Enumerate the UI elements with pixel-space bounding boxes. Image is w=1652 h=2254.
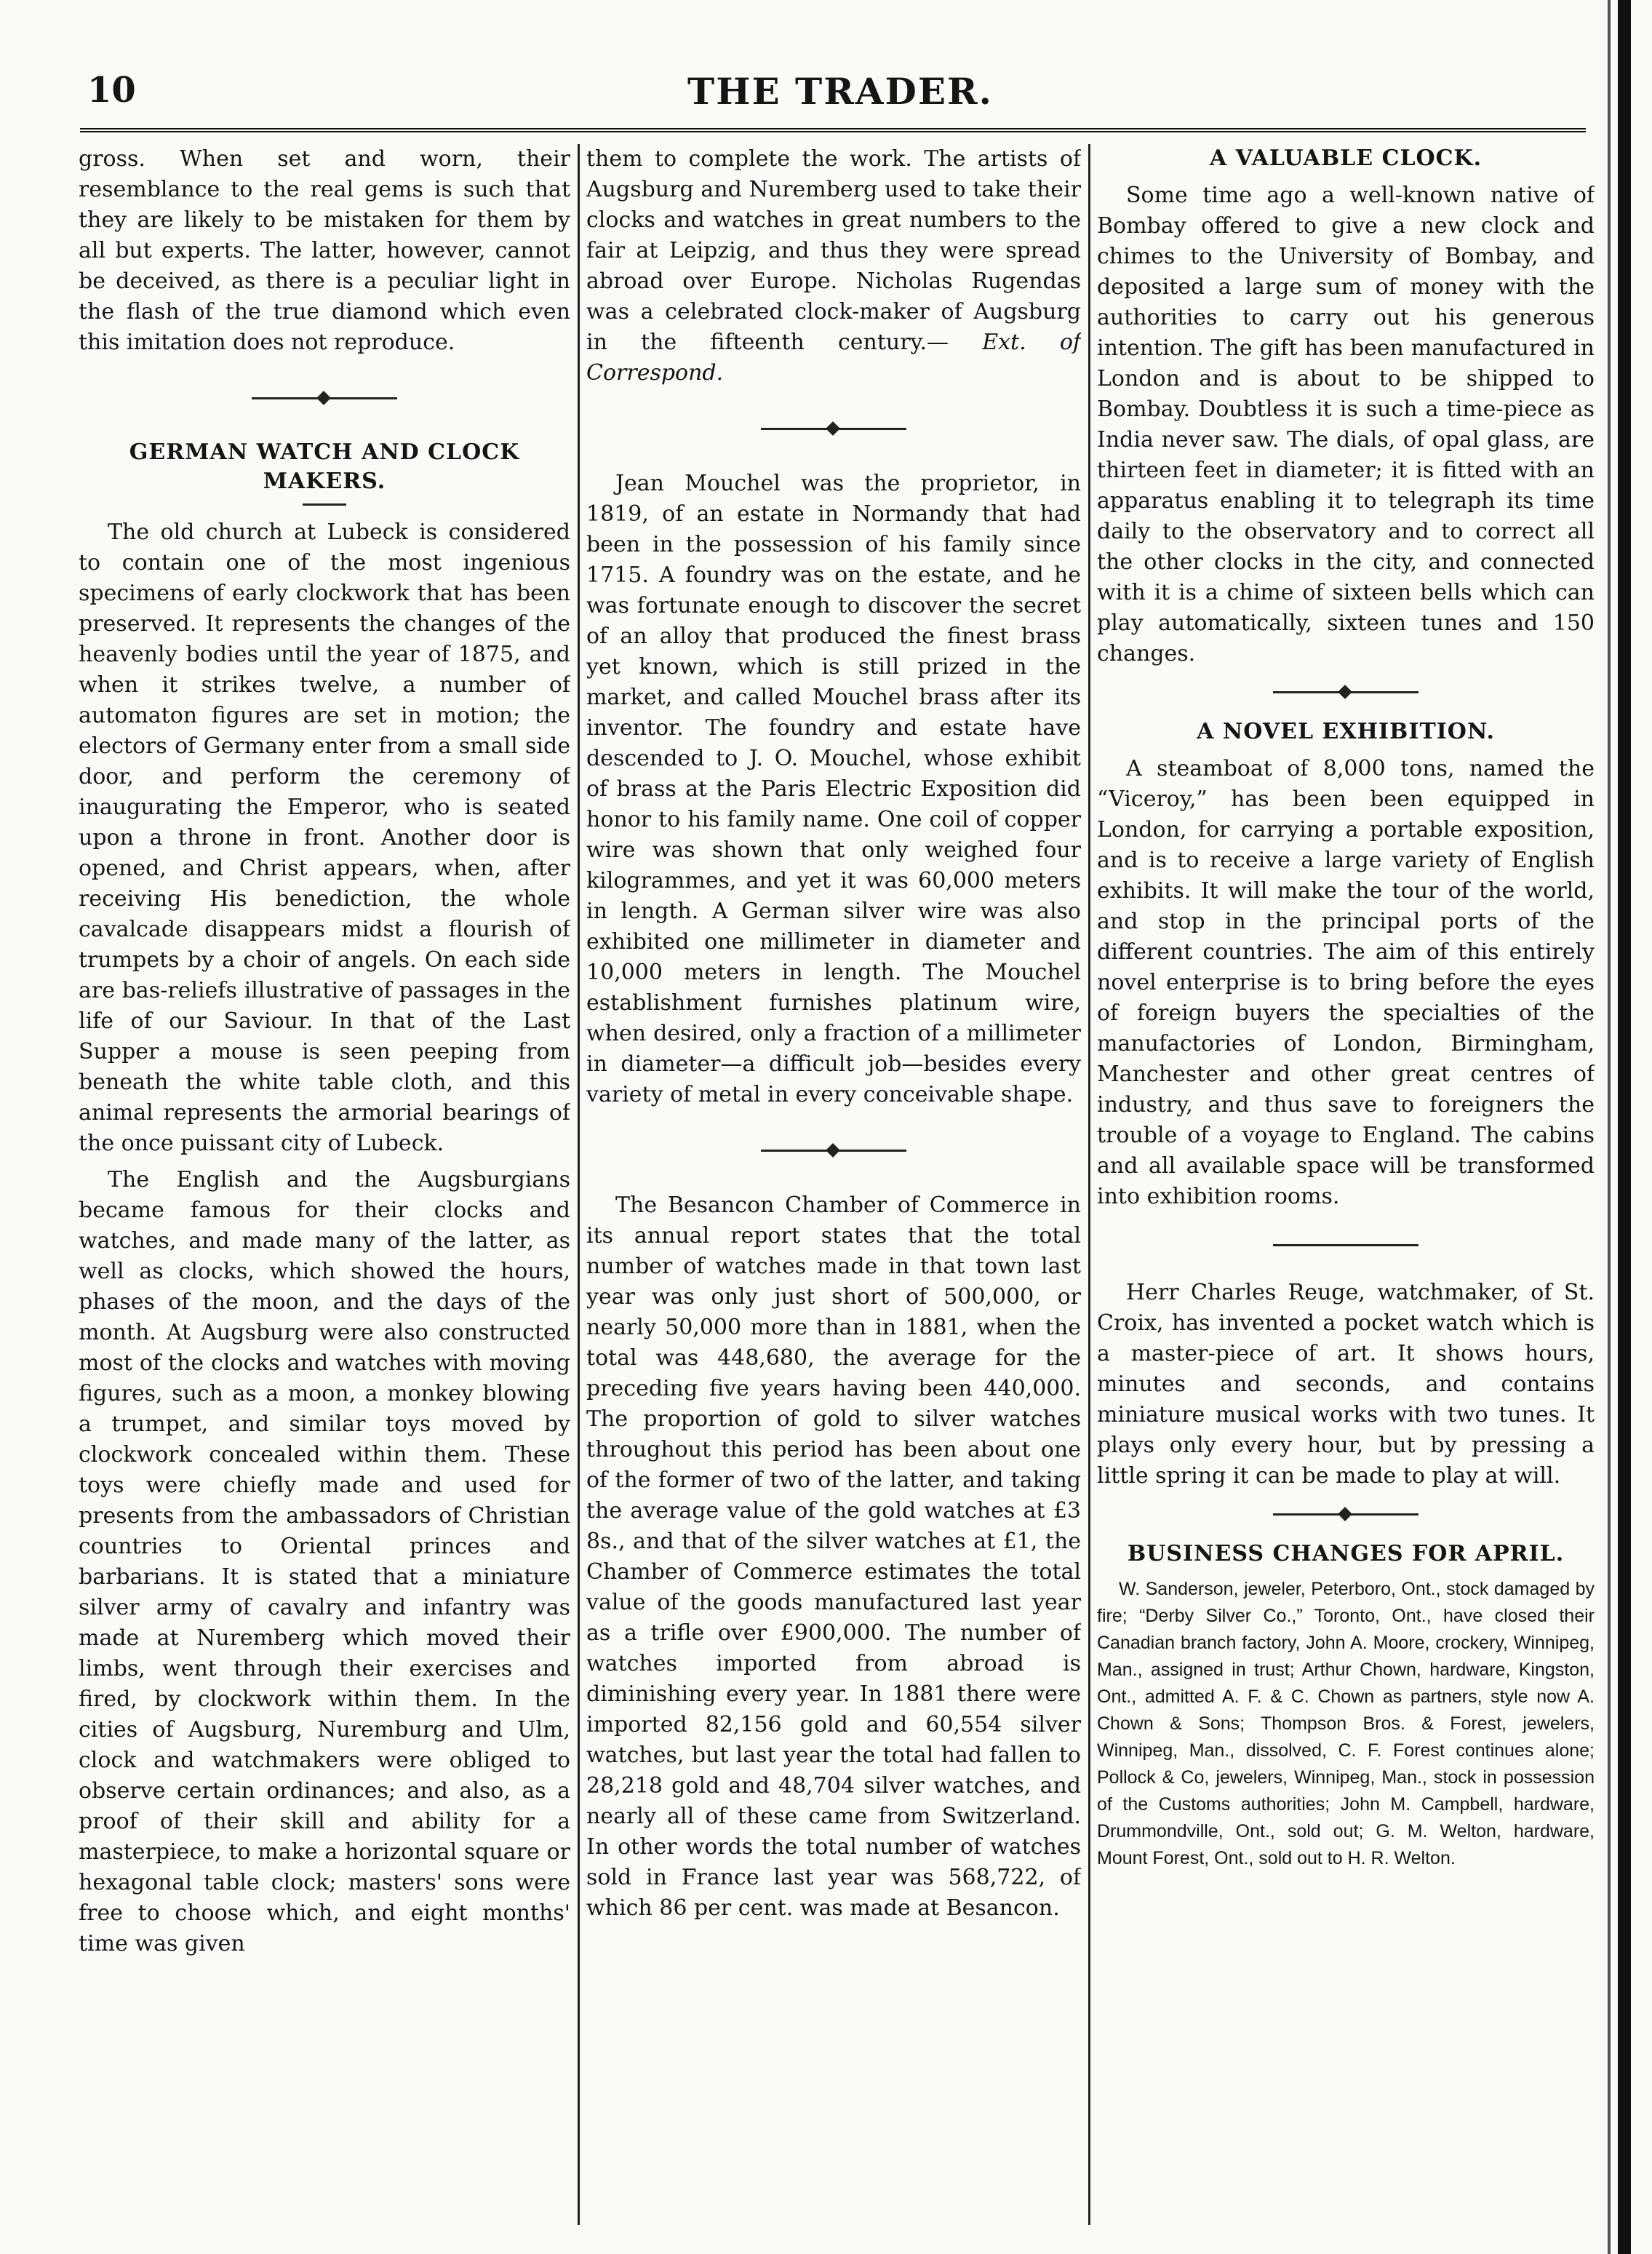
page-header bbox=[87, 70, 1593, 128]
article-paragraph: The English and the Augsburgians became famous for their clocks and watches, and made many of the latter, as well as clocks, which showed the hours, phases of the moon, and the days of the month. At Augsburg were also constructed most of the clocks and watches with moving figures, such as a moon, a monkey blowing a trumpet, and similar toys moved by clockwork concealed within them. These toys were chiefly made and used for presents from the ambassadors of Christian countries to Oriental princes and barbarians. It is stated that a miniature silver army of cavalry and infantry was made at Nuremberg which moved their limbs, went through their exercises and fired, by clockwork within them. In the cities of Augsburg, Nuremburg and Ulm, clock and watchmakers were obliged to observe certain ordinances; and also, as a proof of their skill and ability for a masterpiece, to make a horizontal square or hexagonal table clock; masters' sons were free to choose which, and eight months' time was given bbox=[79, 1167, 570, 1956]
column-1 bbox=[79, 144, 570, 2232]
article-continuation: gross. When set and worn, their resemblance to the real gems is such that they are likely to be mistaken for them by all but experts. The latter, however, cannot be deceived, as there is a peculiar light in the flash of the true diamond which even this imitation does not reproduce. bbox=[79, 146, 570, 355]
article-heading: A NOVEL EXHIBITION. bbox=[1197, 719, 1495, 744]
article-source: Ext. of Correspond. bbox=[586, 330, 1081, 386]
article-heading: A VALUABLE CLOCK. bbox=[1209, 146, 1483, 171]
column-3 bbox=[1097, 144, 1595, 2232]
article-paragraph: The old church at Lubeck is considered to contain one of the most ingenious specimens of early clockwork that has been preserved. It represents the changes of the heavenly bodies until the year of 1875, and when it strikes twelve, a number of automaton figures are set in motion; the electors of Germany enter from a small side door, and perform the ceremony of inaugurating the Emperor, who is seated upon a throne in front. Another door is opened, and Christ appears, when, after receiving His benediction, the whole cavalcade disappears midst a flourish of trumpets by a choir of angels. On each side are bas-reliefs illustrative of passages in the life of our Saviour. In that of the Last Supper a mouse is seen peeping from beneath the white table cloth, and this animal represents the armorial bearings of the once puissant city of Lubeck. bbox=[79, 519, 570, 1156]
publication-title: THE TRADER. bbox=[687, 70, 993, 113]
article-paragraph: Some time ago a well-known native of Bombay offered to give a new clock and chimes to the University of Bombay, and deposited a large sum of money with the authorities to carry out his generous intention. The gift has been manufactured in London and is about to be shipped to Bombay. Doubtless it is such a time-piece as India never saw. The dials, of opal glass, are thirteen feet in diameter; it is fitted with an apparatus enabling it to telegraph its time daily to the observatory and to correct all the other clocks in the city, and connected with it is a chime of sixteen bells which can play automatically, sixteen tunes and 150 changes. bbox=[1097, 183, 1595, 666]
article-paragraph: A steamboat of 8,000 tons, named the “Viceroy,” has been been equipped in London, for carrying a portable exposition, and is to receive a large variety of English exhibits. It will make the tour of the world, and stop in the principal ports of the different countries. The aim of this entirely novel enterprise is to bring before the eyes of foreign buyers the specialties of the manufactories of London, Birmingham, Manchester and other great centres of industry, and thus save to foreigners the trouble of a voyage to England. The cabins and all available space will be transformed into exhibition rooms. bbox=[1097, 756, 1595, 1209]
article-heading: BUSINESS CHANGES FOR APRIL. bbox=[1127, 1541, 1565, 1566]
column-rule-2 bbox=[1088, 144, 1090, 2225]
article-continuation bbox=[586, 144, 1081, 389]
article-heading: GERMAN WATCH AND CLOCK MAKERS. bbox=[129, 439, 520, 494]
section-divider bbox=[252, 387, 397, 409]
section-divider bbox=[1273, 1503, 1418, 1525]
section-divider bbox=[1273, 681, 1418, 703]
page-number: 10 bbox=[87, 70, 136, 111]
page-edge-shadow bbox=[1608, 0, 1611, 2254]
article-paragraph: The Besancon Chamber of Commerce in its annual report states that the total number of watches made in that town last year was only just short of 500,000, or nearly 50,000 more than in 1881, when the total was 448,680, the average for the preceding five years having been 440,000. The proportion of gold to silver watches throughout this period has been about one of the former of two of the latter, and taking the average value of the gold watches at £3 8s., and that of the silver watches at £1, the Chamber of Commerce estimates the total value of the goods manufactured last year as a trifle over £900,000. The number of watches imported from abroad is diminishing every year. In 1881 there were imported 82,156 gold and 60,554 silver watches, but last year the total had fallen to 28,218 gold and 48,704 silver watches, and nearly all of these came from Switzerland. In other words the total number of watches sold in France last year was 568,722, of which 86 per cent. was made at Besancon. bbox=[586, 1192, 1081, 1921]
article-text: them to complete the work. The artists of Augsburg and Nuremberg used to take their clocks and watches in great numbers to the fair at Leipzig, and thus they were spread abroad over Europe. Nicholas Rugendas was a celebrated clock-maker of Augsburg in the fifteenth century.— bbox=[586, 146, 1081, 355]
section-divider bbox=[761, 1139, 906, 1161]
section-divider bbox=[761, 418, 906, 439]
article-paragraph: Jean Mouchel was the proprietor, in 1819, of an estate in Normandy that had been in the possession of his family since 1715. A foundry was on the estate, and he was fortunate enough to discover the secret of an alloy that produced the finest brass yet known, which is still prized in the market, and called Mouchel brass after its inventor. The foundry and estate have descended to J. O. Mouchel, whose exhibit of brass at the Paris Electric Exposition did honor to his family name. One coil of copper wire was shown that only weighed four kilogrammes, and yet it was 60,000 meters in length. A German silver wire was also exhibited one millimeter in diameter and 10,000 meters in length. The Mouchel establishment furnishes platinum wire, when desired, only a fraction of a millimeter in diameter—a difficult job—besides every variety of metal in every conceivable shape. bbox=[586, 471, 1081, 1107]
header-rule bbox=[80, 128, 1586, 137]
heading-rule bbox=[303, 503, 346, 506]
section-divider bbox=[1273, 1234, 1418, 1256]
page-edge-binding bbox=[1618, 0, 1631, 2254]
article-paragraph: Herr Charles Reuge, watchmaker, of St. Croix, has invented a pocket watch which is a master-piece of art. It shows hours, minutes and seconds, and contains miniature musical works with two tunes. It plays only every hour, but by pressing a little spring it can be made to play at will. bbox=[1097, 1280, 1595, 1489]
column-rule-1 bbox=[578, 144, 580, 2225]
business-changes-list: W. Sanderson, jeweler, Peterboro, Ont., stock damaged by fire; “Derby Silver Co.,” Toronto, Ont., have closed their Canadian branch factory, John A. Moore, crockery, Winnipeg, Man., assigned in trust; Arthur Chown, hardware, Kingston, Ont., admitted A. F. & C. Chown as partners, style now A. Chown & Sons; Thompson Bros. & Forest, jewelers, Winnipeg, Man., dissolved, C. F. Forest continues alone; Pollock & Co, jewelers, Winnipeg, Man., stock in possession of the Customs authorities; John M. Campbell, hardware, Drummondville, Ont., sold out; G. M. Welton, hardware, Mount Forest, Ont., sold out to H. R. Welton. bbox=[1097, 1579, 1595, 1868]
column-2 bbox=[586, 144, 1081, 2232]
